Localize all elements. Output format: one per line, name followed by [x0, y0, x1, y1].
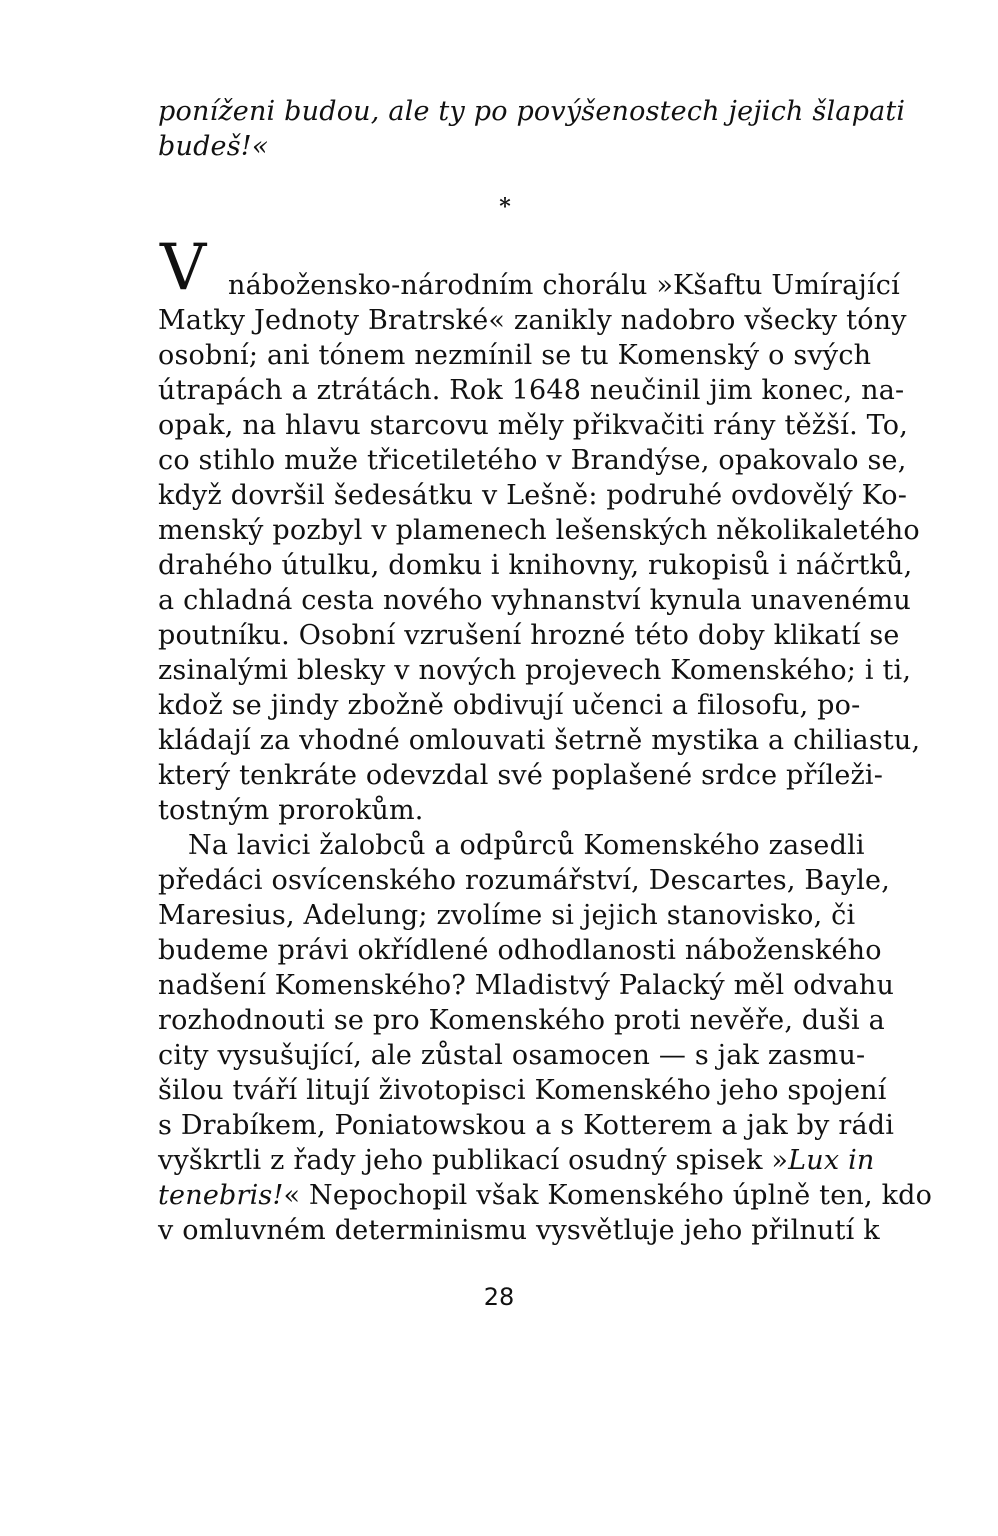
paragraph-2-line [158, 1179, 933, 1213]
paragraph-2-text: « Nepochopil však Komenského úplně ten, kdo [283, 1180, 933, 1211]
paragraph-2-line: rozhodnouti se pro Komenského proti nevěře, duši a [158, 1005, 885, 1036]
paragraph-2-line: nadšení Komenského? Mladistvý Palacký měl odvahu [158, 970, 895, 1001]
paragraph-2-line: Maresius, Adelung; zvolíme si jejich stanovisko, či [158, 900, 856, 931]
paragraph-2-line: city vysušující, ale zůstal osamocen — s jak zasmu- [158, 1040, 866, 1071]
paragraph-2-text: vyškrtli z řady jeho publikací osudný spisek » [158, 1145, 789, 1176]
paragraph-2-line: budeme právi okřídlené odhodlanosti náboženského [158, 935, 882, 966]
intro-line-1: poníženi budou, ale ty po povýšenostech jejich šlapati [158, 96, 906, 127]
paragraph-1-line: kládají za vhodné omlouvati šetrně mystika a chiliastu, [158, 725, 921, 756]
paragraph-2-line: předáci osvícenského rozumářství, Descartes, Bayle, [158, 865, 890, 896]
paragraph-1-line: nábožensko-národním chorálu »Kšaftu Umírající [228, 270, 900, 301]
paragraph-2-line: šilou tváří litují životopisci Komenského jeho spojení [158, 1075, 887, 1106]
paragraph-1-line: osobní; ani tónem nezmínil se tu Komenský o svých [158, 340, 872, 371]
paragraph-1-line: útrapách a ztrátách. Rok 1648 neučinil jim konec, na- [158, 375, 905, 406]
page-number: 28 [483, 1283, 515, 1311]
paragraph-1-line: a chladná cesta nového vyhnanství kynula unavenému [158, 585, 911, 616]
paragraph-1-line: kdož se jindy zbožně obdivují učenci a filosofu, po- [158, 690, 861, 721]
paragraph-1-line: zsinalými blesky v nových projevech Komenského; i ti, [158, 655, 912, 686]
paragraph-2-line: s Drabíkem, Poniatowskou a s Kotterem a jak by rádi [158, 1110, 895, 1141]
paragraph-1-line: když dovršil šedesátku v Lešně: podruhé ovdovělý Ko- [158, 480, 908, 511]
paragraph-1-line: který tenkráte odevzdal své poplašené srdce příleži- [158, 760, 884, 791]
paragraph-1-line: Matky Jednoty Bratrské« zanikly nadobro všecky tóny [158, 305, 907, 336]
drop-cap: V [160, 231, 207, 305]
book-title-italic: tenebris! [158, 1180, 284, 1211]
book-title-italic: Lux in [788, 1145, 875, 1176]
paragraph-2-line: Na lavici žalobců a odpůrců Komenského zasedli [188, 830, 865, 861]
paragraph-1-line: co stihlo muže třicetiletého v Brandýse, opakovalo se, [158, 445, 907, 476]
paragraph-1-line: tostným prorokům. [158, 795, 424, 826]
section-separator: * [499, 194, 511, 220]
paragraph-2-line: v omluvném determinismu vysvětluje jeho přilnutí k [158, 1215, 880, 1246]
paragraph-1-line: menský pozbyl v plamenech lešenských několikaletého [158, 515, 920, 546]
paragraph-1-line: opak, na hlavu starcovu měly přikvačiti rány těžší. To, [158, 410, 908, 441]
intro-line-2: budeš!« [158, 131, 269, 162]
paragraph-1-line: poutníku. Osobní vzrušení hrozné této doby klikatí se [158, 620, 900, 651]
paragraph-1-line: drahého útulku, domku i knihovny, rukopisů i náčrtků, [158, 550, 913, 581]
paragraph-2-line [158, 1144, 875, 1178]
